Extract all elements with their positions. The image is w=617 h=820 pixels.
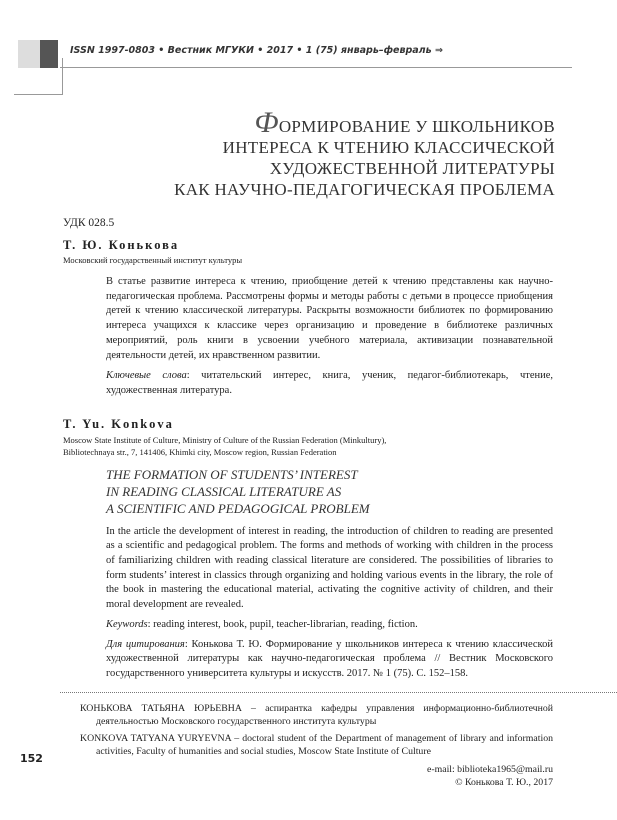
copyright: © Конькова Т. Ю., 2017 bbox=[455, 777, 553, 789]
affiliation-line: Bibliotechnaya str., 7, 141406, Khimki city, Moscow region, Russian Federation bbox=[63, 446, 337, 457]
dotted-divider bbox=[60, 692, 617, 693]
title-line: IN READING CLASSICAL LITERATURE AS bbox=[106, 483, 342, 499]
keywords-text: : reading interest, book, pupil, teacher-librarian, reading, fiction. bbox=[147, 618, 418, 630]
title-line bbox=[0, 106, 555, 139]
author-name-ru: Т. Ю. Конькова bbox=[63, 238, 180, 252]
author-name-en: T. Yu. Konkova bbox=[63, 416, 174, 431]
abstract-en: In the article the development of interest in reading, the introduction of children to reading are presented as a scientific and pedagogical problem. The forms and methods of working with children in the process of familiarizing children with reading classical literature are considered. The possibilities of libraries to form students’ interest in classics through organizing and holding various events in the library, the role of the book in mastering the educational material, activating the cognitive activity of children, and their moral development are revealed. bbox=[106, 525, 553, 611]
title-line: КАК НАУЧНО-ПЕДАГОГИЧЕСКАЯ ПРОБЛЕМА bbox=[174, 180, 555, 199]
title-line: THE FORMATION OF STUDENTS’ INTEREST bbox=[106, 466, 358, 482]
author-bio-en: KONKOVA TATYANA YURYEVNA – doctoral student of the Department of management of library and information activities, Faculty of humanities and social studies, Moscow State Institute of Culture bbox=[80, 732, 553, 758]
abstract-ru: В статье развитие интереса к чтению, приобщение детей к чтению представлены как научно-педагогическая проблема. Рассмотрены формы и методы работы с детьми в процессе приобщения детей к чтению классической литературы. Раскрыты возможности библиотек по формированию интереса учащихся к классике через организацию и проведение в библиотеке различных мероприятий, роль книги в усвоении учебного материала, активизации познавательной деятельности детей, их нравственном развитии. bbox=[106, 276, 553, 361]
citation bbox=[106, 638, 553, 682]
article-title-en bbox=[106, 466, 553, 517]
affiliation-en bbox=[63, 434, 543, 458]
keywords-label: Ключевые слова bbox=[106, 370, 187, 382]
author-email[interactable]: e-mail: biblioteka1965@mail.ru bbox=[426, 763, 553, 775]
title-line: A SCIENTIFIC AND PEDAGOGICAL PROBLEM bbox=[106, 500, 370, 516]
page-number: 152 bbox=[20, 752, 43, 765]
running-header: ISSN 1997-0803 • Вестник МГУКИ • 2017 • 1 (75) январь–февраль ⇒ bbox=[70, 45, 443, 56]
keywords-en bbox=[106, 618, 553, 633]
affiliation-line: Moscow State Institute of Culture, Ministry of Culture of the Russian Federation (Minkultury), bbox=[63, 434, 387, 445]
keywords-text: : читательский интерес, книга, ученик, педагог-библиотекарь, чтение, художественная литература. bbox=[106, 370, 554, 396]
title-line: ИНТЕРЕСА К ЧТЕНИЮ КЛАССИЧЕСКОЙ bbox=[222, 138, 555, 157]
author-bio-ru: КОНЬКОВА ТАТЬЯНА ЮРЬЕВНА – аспирантка кафедры управления информационно-библиотечной деятельностью Московского государственного института культуры bbox=[80, 702, 553, 728]
affiliation-ru: Московский государственный институт культуры bbox=[63, 255, 243, 265]
keywords-ru bbox=[106, 369, 553, 398]
title-line: ХУДОЖЕСТВЕННОЙ ЛИТЕРАТУРЫ bbox=[269, 159, 555, 178]
article-title-ru bbox=[0, 106, 555, 200]
keywords-label: Keywords bbox=[106, 618, 148, 630]
citation-label: Для цитирования bbox=[106, 638, 185, 650]
citation-text: : Конькова Т. Ю. Формирование у школьников интереса к чтению классической художественной литературы как научно-педагогическая проблема // Вестник Московского государственного университета культуры и искусств. 2017. № 1 (75). С. 152–158. bbox=[106, 638, 553, 679]
udk-code: УДК 028.5 bbox=[63, 217, 115, 229]
title-initial: Ф bbox=[254, 106, 279, 139]
title-line-text: ОРМИРОВАНИЕ У ШКОЛЬНИКОВ bbox=[278, 117, 555, 136]
